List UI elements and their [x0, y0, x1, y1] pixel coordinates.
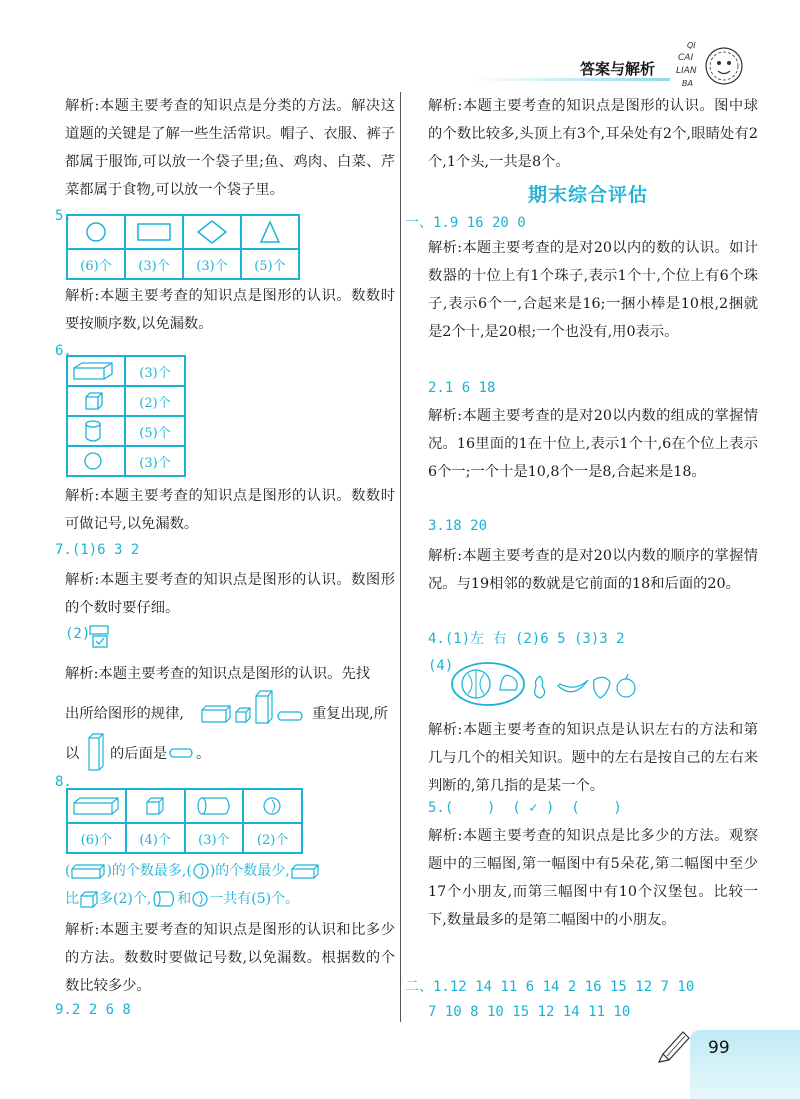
q5-rectangle-icon	[125, 215, 183, 249]
header-bar	[470, 78, 670, 81]
q8-sphere-icon	[243, 789, 302, 823]
q5-count-4: (5)个	[241, 249, 299, 279]
q6-count-4: (3)个	[125, 446, 185, 476]
left-q6-analysis: 解析:本题主要考查的知识点是图形的认识。数数时可做记号,以免漏数。	[65, 488, 395, 532]
a3-answer: 3.18 20	[428, 518, 488, 534]
q8-count-4: (2)个	[243, 823, 302, 853]
pear-icon	[535, 676, 545, 698]
q5-circle-icon	[67, 215, 125, 249]
a4-answer: 4.(1)左 右 (2)6 5 (3)3 2	[428, 631, 625, 647]
q8-line1: ( )的个数最多,( )的个数最少,	[65, 858, 320, 884]
right-a3-analysis: 解析:本题主要考查的是对20以内数的顺序的掌握情况。与19相邻的数就是它前面的18和后面的20。	[428, 548, 758, 592]
q8-count-3: (3)个	[185, 823, 244, 853]
apple-icon	[617, 679, 635, 697]
q6-table	[66, 355, 186, 477]
left-q5-analysis: 解析:本题主要考查的知识点是图形的认识。数数时要按顺序数,以免漏数。	[65, 288, 395, 332]
right-top-analysis: 解析:本题主要考查的知识点是图形的认识。图中球的个数比较多,头顶上有3个,耳朵处有2个,眼睛处有2个,1个头,一共是8个。	[428, 98, 758, 170]
a2-answer: 2.1 6 18	[428, 380, 496, 396]
strawberry-icon	[594, 677, 610, 698]
b1-answer-line2: 7 10 8 10 15 12 14 11 10	[428, 1004, 631, 1020]
q5-diamond-icon	[183, 215, 241, 249]
q6-count-2: (2)个	[125, 386, 185, 416]
left-q7-1-analysis: 解析:本题主要考查的知识点是图形的认识。数图形的个数时要仔细。	[65, 572, 395, 616]
q8-cuboid-icon	[67, 789, 126, 823]
q7-1-answer: 7.(1)6 3 2	[55, 542, 140, 558]
right-a1-analysis: 解析:本题主要考查的是对20以内的数的认识。如计数器的十位上有1个珠子,表示1个十,个位上有6个珠子,表示6个一,合起来是16;一捆小棒是10根,2捆就是2个十,是20根;一个也没有,用0表示。	[428, 240, 758, 340]
q5-count-2: (3)个	[125, 249, 183, 279]
q8-count-2: (4)个	[126, 823, 185, 853]
q7-2-pattern-icons	[200, 688, 306, 728]
q5-table	[66, 214, 300, 280]
q6-cylinder-icon	[67, 416, 125, 446]
q8-cylinder-icon	[185, 789, 244, 823]
a5-answer: 5.( ) ( ✓ ) ( )	[428, 800, 622, 816]
b1-answer-line1: 二、1.12 14 11 6 14 2 16 15 12 7 10	[405, 979, 695, 995]
q5-triangle-icon	[241, 215, 299, 249]
q8-line2: 比 多(2)个, 和 一共有(5)个。	[65, 891, 300, 907]
q8-count-1: (6)个	[67, 823, 126, 853]
q7-2-tall-cuboid-icon	[86, 732, 106, 772]
right-a4-analysis: 解析:本题主要考查的知识点是认识左右的方法和第几与几个的相关知识。题中的左右是按自己的左右来判断的,第几指的是某一个。	[428, 722, 758, 794]
period-mark: 。	[196, 746, 211, 762]
q6-sphere-icon	[67, 446, 125, 476]
header-title: 答案与解析	[580, 60, 656, 78]
a4-4-label: (4)	[428, 658, 454, 674]
q7-2-answer-icon	[88, 624, 114, 650]
peach-icon	[500, 675, 517, 690]
q6-cuboid-icon	[67, 356, 125, 386]
left-q7-2-analysis-line2a: 出所给图形的规律,	[65, 706, 184, 722]
q5-count-1: (6)个	[67, 249, 125, 279]
q7-2-label: (2)	[65, 626, 91, 642]
q7-2-cylinder-answer-icon	[168, 746, 196, 760]
logo-text-1: QI	[687, 41, 696, 50]
left-q8-analysis: 解析:本题主要考查的知识点是图形的认识和比多少的方法。数数时要做记号数,以免漏数。根据数的个数比较多少。	[65, 922, 395, 994]
q8-cube-icon	[126, 789, 185, 823]
q8-number: 8.	[55, 774, 72, 790]
banana-icon	[558, 680, 588, 692]
q6-number: 6.	[55, 343, 72, 359]
q6-cube-icon	[67, 386, 125, 416]
left-q7-2-analysis-line3b: 的后面是	[110, 746, 168, 762]
logo-text-2: CAI	[678, 53, 694, 63]
pencil-icon	[655, 1024, 695, 1064]
column-divider	[400, 92, 401, 1022]
a4-fruits-illustration	[448, 658, 648, 708]
q5-count-3: (3)个	[183, 249, 241, 279]
right-a2-analysis: 解析:本题主要考查的是对20以内数的组成的掌握情况。16里面的1在十位上,表示1个十,6在个位上表示6个一;一个十是10,8个一是8,合起来是18。	[428, 408, 758, 480]
left-q7-2-analysis-line3a: 以	[65, 746, 80, 762]
q9-answer: 9.2 2 6 8	[55, 1002, 131, 1018]
page-number-box	[690, 1030, 800, 1099]
left-q4-analysis: 解析:本题主要考查的知识点是分类的方法。解决这道题的关键是了解一些生活常识。帽子、衣服、裤子都属于服饰,可以放一个袋子里;鱼、鸡肉、白菜、芹菜都属于食物,可以放一个袋子里。	[65, 98, 395, 198]
q6-count-3: (5)个	[125, 416, 185, 446]
page-number: 99	[708, 1038, 730, 1058]
q6-count-1: (3)个	[125, 356, 185, 386]
q5-number: 5.	[55, 208, 72, 224]
q8-table	[66, 788, 303, 854]
logo-text-3: LIAN	[676, 66, 697, 76]
right-a5-analysis: 解析:本题主要考查的知识点是比多少的方法。观察题中的三幅图,第一幅图中有5朵花,第二幅图中至少17个小朋友,而第三幅图中有10个汉堡包。比较一下,数量最多的是第二幅图中的小朋友。	[428, 828, 758, 928]
left-q7-2-analysis-line2b: 重复出现,所	[312, 706, 389, 722]
logo-text-4: BA	[682, 79, 693, 88]
a1-answer: 一、1.9 16 20 0	[405, 215, 526, 231]
left-q7-2-analysis-line1: 解析:本题主要考查的知识点是图形的认识。先找	[65, 666, 371, 682]
